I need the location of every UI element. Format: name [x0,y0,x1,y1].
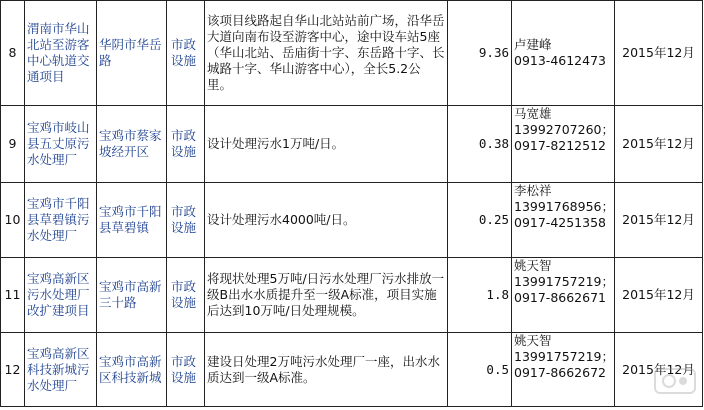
investment-amount: 9.36 [448,1,512,106]
investment-amount: 1.8 [448,258,512,333]
contact-info [512,333,615,407]
project-content: 设计处理污水1万吨/日。 [205,106,448,183]
table-row [1,106,703,183]
project-name: 宝鸡市千阳县草碧镇污水处理厂 [25,183,97,258]
project-location: 华阴市华岳路 [97,1,167,106]
contact-info [512,183,615,258]
project-content: 设计处理污水4000吨/日。 [205,183,448,258]
project-type: 市政设施 [167,106,205,183]
completion-date: 2015年12月 [615,106,703,183]
contact-text: 姚天智 13991757219；0917-8662671 [514,258,614,305]
project-name: 宝鸡高新区科技新城污水处理厂 [25,333,97,407]
row-number: 9 [1,106,25,183]
completion-date: 2015年12月 [615,1,703,106]
contact-info [512,1,615,106]
contact-text: 马宽雄 13992707260；0917-8212512 [514,106,614,153]
project-name: 宝鸡高新区污水处理厂改扩建项目 [25,258,97,333]
project-location: 宝鸡市高新三十路 [97,258,167,333]
investment-amount: 0.5 [448,333,512,407]
row-number: 10 [1,183,25,258]
project-location: 宝鸡市千阳县草碧镇 [97,183,167,258]
row-number: 12 [1,333,25,407]
project-type: 市政设施 [167,1,205,106]
table-row [1,1,703,106]
contact-info [512,106,615,183]
investment-amount: 0.38 [448,106,512,183]
completion-date: 2015年12月 [615,333,703,407]
table-row [1,183,703,258]
project-content: 将现状处理5万吨/日污水处理厂污水排放一级B出水水质提升至一级A标准，项目实施后达到10万吨/日处理规模。 [205,258,448,333]
completion-date: 2015年12月 [615,258,703,333]
row-number: 11 [1,258,25,333]
watermark-logo-icon [654,368,696,394]
project-content: 建设日处理2万吨污水处理厂一座，出水水质达到一级A标准。 [205,333,448,407]
investment-amount: 0.25 [448,183,512,258]
project-content: 该项目线路起自华山北站站前广场，沿华岳大道向南布设至游客中心，途中设车站5座（华山北站、岳庙街十字、东岳路十字、长城路十字、华山游客中心），全长5.2公里。 [205,1,448,106]
contact-info [512,258,615,333]
contact-text: 姚天智 13991757219；0917-8662672 [514,333,614,380]
table-row [1,333,703,407]
project-type: 市政设施 [167,258,205,333]
project-location: 宝鸡市蔡家坡经开区 [97,106,167,183]
contact-text: 卢建峰 0913-4612473 [514,37,606,68]
project-type: 市政设施 [167,183,205,258]
row-number: 8 [1,1,25,106]
project-name: 宝鸡市岐山县五丈原污水处理厂 [25,106,97,183]
table-row [1,258,703,333]
project-type: 市政设施 [167,333,205,407]
completion-date: 2015年12月 [615,183,703,258]
project-location: 宝鸡市高新区科技新城 [97,333,167,407]
contact-text: 李松祥 13991768956；0917-4251358 [514,183,614,230]
project-name: 渭南市华山北站至游客中心轨道交通项目 [25,1,97,106]
